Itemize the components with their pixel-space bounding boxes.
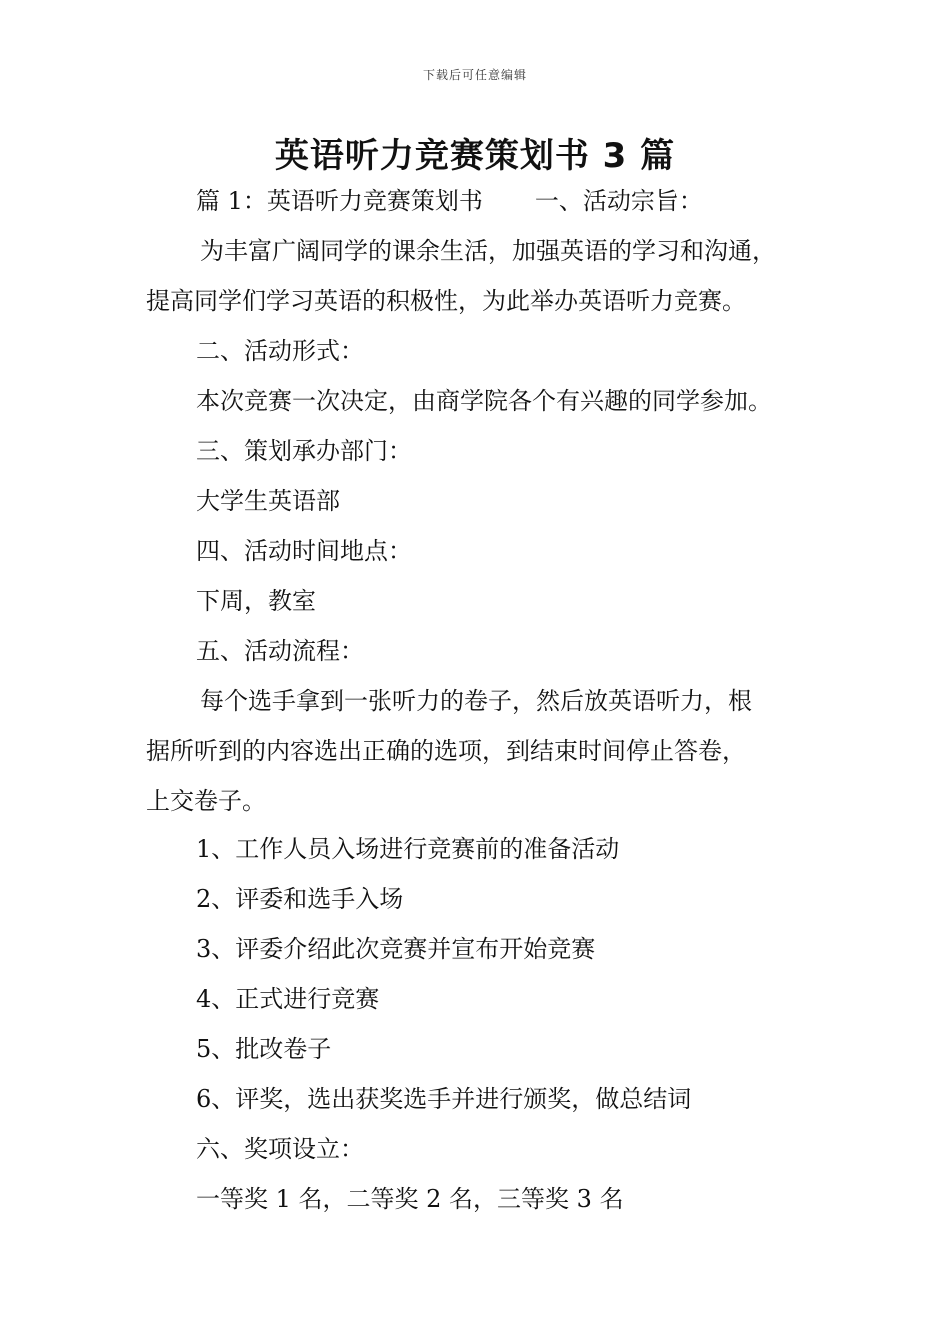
list-item: 5、批改卷子: [196, 1035, 332, 1063]
paragraph-line: 下周，教室: [196, 587, 316, 615]
header-note: 下载后可任意编辑: [422, 68, 527, 82]
paragraph-line: 据所听到的内容选出正确的选项，到结束时间停止答卷，: [146, 737, 746, 765]
list-item: 6、评奖，选出获奖选手并进行颁奖，做总结词: [196, 1085, 692, 1113]
paragraph-line: 为丰富广阔同学的课余生活，加强英语的学习和沟通，: [200, 237, 776, 265]
section-heading-time-place: 四、活动时间地点：: [196, 537, 412, 565]
section-heading-form: 二、活动形式：: [196, 337, 364, 365]
paragraph-line: 上交卷子。: [146, 787, 266, 815]
part-label: 篇 1：英语听力竞赛策划书: [196, 187, 483, 215]
list-item: 1、工作人员入场进行竞赛前的准备活动: [196, 835, 620, 863]
paragraph-line: 本次竞赛一次决定，由商学院各个有兴趣的同学参加。: [196, 387, 772, 415]
list-item: 2、评委和选手入场: [196, 885, 404, 913]
document-title: 英语听力竞赛策划书 3 篇: [274, 136, 676, 176]
section-heading-organizer: 三、策划承办部门：: [196, 437, 412, 465]
paragraph-line: 每个选手拿到一张听力的卷子，然后放英语听力，根: [200, 687, 752, 715]
intro-line: [196, 186, 703, 216]
paragraph-line: 大学生英语部: [196, 487, 340, 515]
section-heading-awards: 六、奖项设立：: [196, 1135, 364, 1163]
section-heading-purpose: 一、活动宗旨：: [534, 187, 703, 215]
paragraph-line: 一等奖 1 名，二等奖 2 名，三等奖 3 名: [196, 1185, 624, 1213]
list-item: 4、正式进行竞赛: [196, 985, 380, 1013]
paragraph-line: 提高同学们学习英语的积极性，为此举办英语听力竞赛。: [146, 287, 746, 315]
section-heading-process: 五、活动流程：: [196, 637, 364, 665]
list-item: 3、评委介绍此次竞赛并宣布开始竞赛: [196, 935, 596, 963]
